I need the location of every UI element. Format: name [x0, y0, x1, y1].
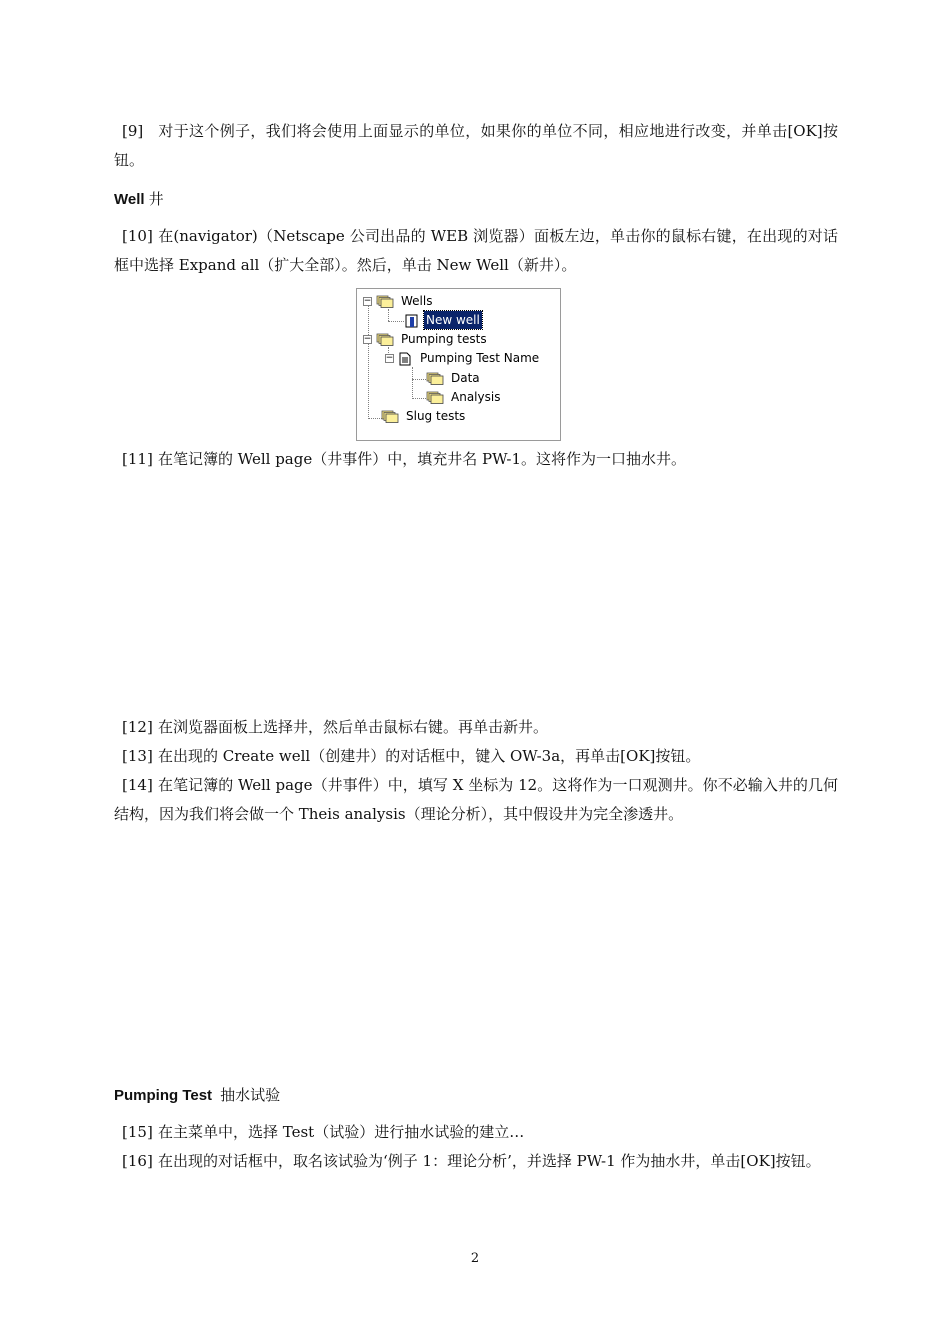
tree-connector — [412, 367, 413, 399]
tree-connector — [412, 379, 426, 380]
tree-item-pumping-test-name[interactable] — [385, 349, 541, 367]
tree-item-data[interactable] — [426, 369, 482, 387]
tree-item-label: Analysis — [451, 390, 501, 404]
paragraph-13 — [114, 742, 838, 771]
tree-item-label: Slug tests — [406, 409, 466, 423]
tree-connector — [368, 302, 369, 419]
tree-item-analysis[interactable] — [426, 388, 502, 406]
document-icon — [398, 352, 413, 365]
paragraph-10 — [114, 222, 838, 280]
tree-connector — [388, 321, 404, 322]
navigator-tree-view — [356, 288, 561, 441]
folder-stack-icon — [381, 410, 399, 423]
paragraph-12 — [114, 713, 838, 742]
folder-stack-icon — [426, 372, 444, 385]
section-heading-well — [114, 190, 164, 210]
section-heading-pumping-test — [114, 1086, 280, 1106]
paragraph-number: [14] — [122, 776, 153, 794]
tree-connector — [368, 418, 382, 419]
paragraph-number: [12] — [122, 718, 153, 736]
folder-stack-icon — [376, 333, 394, 346]
heading-latin: Well — [114, 191, 145, 208]
heading-cn: 抽水试验 — [220, 1087, 281, 1104]
folder-stack-icon — [426, 391, 444, 404]
paragraph-number: [10] — [122, 227, 153, 245]
paragraph-number: [15] — [122, 1123, 153, 1141]
paragraph-number: [13] — [122, 747, 153, 765]
folder-stack-icon — [376, 295, 394, 308]
paragraph-9 — [114, 117, 838, 175]
tree-item-new-well[interactable] — [405, 311, 482, 329]
paragraph-11 — [114, 445, 838, 474]
tree-item-pumping-tests[interactable] — [363, 330, 489, 348]
paragraph-number: [16] — [122, 1152, 153, 1170]
paragraph-number: [9] — [122, 122, 144, 140]
tree-item-label: Wells — [401, 294, 433, 308]
paragraph-14 — [114, 771, 838, 829]
tree-item-label: Pumping tests — [401, 332, 487, 346]
paragraph-text: 在出现的 Create well（创建井）的对话框中，键入 OW-3a，再单击[OK]按钮。 — [158, 747, 701, 765]
paragraph-text: 在浏览器面板上选择井，然后单击鼠标右键。再单击新井。 — [158, 718, 549, 736]
paragraph-text: 对于这个例子，我们将会使用上面显示的单位，如果你的单位不同，相应地进行改变，并单击[OK]按钮。 — [114, 122, 838, 169]
paragraph-16 — [114, 1147, 838, 1176]
paragraph-text: 在出现的对话框中，取名该试验为‘例子 1：理论分析’，并选择 PW-1 作为抽水井，单击[OK]按钮。 — [158, 1152, 821, 1170]
paragraph-15 — [114, 1118, 838, 1147]
collapse-icon[interactable]: − — [363, 295, 372, 306]
collapse-icon[interactable]: − — [385, 352, 394, 363]
paragraph-text: 在笔记簿的 Well page（井事件）中，填充井名 PW-1。这将作为一口抽水井。 — [158, 450, 687, 468]
paragraph-text: 在主菜单中，选择 Test（试验）进行抽水试验的建立… — [158, 1123, 525, 1141]
paragraph-text: 在笔记簿的 Well page（井事件）中，填写 X 坐标为 12。这将作为一口观测井。你不必输入井的几何结构，因为我们将会做一个 Theis analysis（理论分析），其中假设井为完全渗透井。 — [114, 776, 838, 823]
heading-latin: Pumping Test — [114, 1087, 213, 1104]
tree-item-label: New well — [426, 313, 480, 327]
tree-item-label: Data — [451, 371, 480, 385]
collapse-icon[interactable]: − — [363, 333, 372, 344]
tree-item-slug-tests[interactable] — [381, 407, 467, 425]
heading-cn: 井 — [148, 191, 164, 208]
tree-item-wells[interactable] — [363, 292, 434, 310]
well-icon — [405, 314, 419, 327]
tree-connector — [412, 398, 426, 399]
tree-connector — [388, 309, 389, 321]
paragraph-text: 在(navigator)（Netscape 公司出品的 WEB 浏览器）面板左边，单击你的鼠标右键，在出现的对话框中选择 Expand all（扩大全部）。然后，单击 New Well（新井）。 — [114, 227, 838, 274]
page-number: 2 — [470, 1251, 480, 1266]
tree-item-label: Pumping Test Name — [420, 351, 540, 365]
paragraph-number: [11] — [122, 450, 153, 468]
